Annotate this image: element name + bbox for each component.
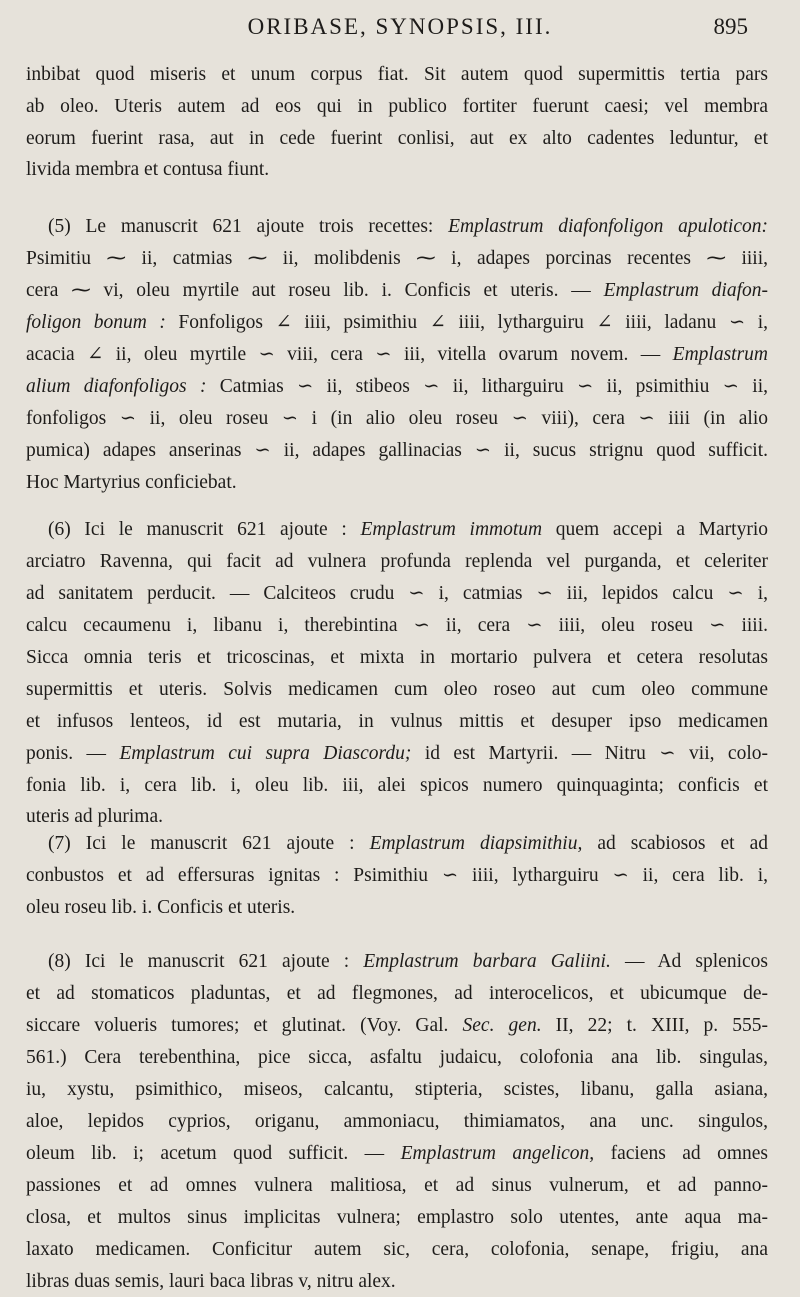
- text-line: [26, 155, 768, 185]
- text-segment: oleu roseu lib. i. Conficis et uteris.: [26, 897, 296, 918]
- italic-segment: Emplastrum angelicon,: [400, 1143, 595, 1164]
- italic-segment: Emplastrum barbara Galiini.: [363, 951, 611, 972]
- text-segment: ad sanitatem perducit. — Calciteos crudu ∽ i, catmias ∽ iii, lepidos calcu ∽ i,: [26, 583, 768, 604]
- text-segment: conbustos et ad effersuras ignitas : Psimithiu ∽ iiii, lytharguiru ∽ ii, cera lib. i,: [26, 865, 768, 886]
- text-segment: fonia lib. i, cera lib. i, oleu lib. iii, alei spicos numero quinquaginta; conficis et: [26, 775, 768, 796]
- page-header: [0, 14, 800, 48]
- text-line: [26, 1011, 768, 1041]
- text-segment: faciens ad omnes: [594, 1143, 768, 1164]
- text-line: [26, 340, 768, 370]
- text-segment: uteris ad plurima.: [26, 806, 164, 827]
- text-segment: ab oleo. Uteris autem ad eos qui in publico fortiter fuerunt caesi; vel membra: [26, 96, 768, 117]
- text-segment: et ad stomaticos pladuntas, et ad flegmones, ad interocelicos, et ubicumque de-: [26, 983, 768, 1004]
- text-line: [26, 1139, 768, 1169]
- text-line: [26, 404, 768, 434]
- text-segment: libras duas semis, lauri baca libras v, nitru alex.: [26, 1271, 396, 1292]
- text-segment: siccare volueris tumores; et glutinat. (Voy. Gal.: [26, 1015, 463, 1036]
- text-segment: laxato medicamen. Conficitur autem sic, cera, colofonia, senape, frigiu, ana: [26, 1239, 768, 1260]
- text-line: [26, 1043, 768, 1073]
- running-title: ORIBASE, SYNOPSIS, III.: [247, 14, 553, 39]
- italic-segment: foligon bonum :: [26, 312, 166, 333]
- text-line: [26, 675, 768, 705]
- text-segment: pumica) adapes anserinas ∽ ii, adapes gallinacias ∽ ii, sucus strignu quod sufficit.: [26, 440, 768, 461]
- text-line: [26, 124, 768, 154]
- text-segment: Sicca omnia teris et tricoscinas, et mixta in mortario pulvera et cetera resolutas: [26, 647, 768, 668]
- text-line: [26, 308, 768, 338]
- text-line: [26, 739, 768, 769]
- text-line: [26, 372, 768, 402]
- text-line: [26, 802, 768, 832]
- italic-segment: Emplastrum diafonfoligon apuloticon:: [448, 216, 768, 237]
- text-segment: closa, et multos sinus implicitas vulnera; emplastro solo utentes, ante aqua ma-: [26, 1207, 768, 1228]
- text-segment: livida membra et contusa fiunt.: [26, 159, 270, 180]
- text-segment: eorum fuerint rasa, aut in cede fuerint conlisi, aut ex alto cadentes leduntur, et: [26, 128, 768, 149]
- text-segment: calcu cecaumenu i, libanu i, therebintina ∽ ii, cera ∽ iiii, oleu roseu ∽ iiii.: [26, 615, 768, 636]
- text-segment: id est Martyrii. — Nitru ∽ vii, colo-: [411, 743, 768, 764]
- text-segment: II, 22; t. XIII, p. 555-: [541, 1015, 768, 1036]
- text-line: [26, 468, 768, 498]
- italic-segment: Emplastrum diafon-: [603, 280, 768, 301]
- text-segment: cera ⁓ vi, oleu myrtile aut roseu lib. i. Conficis et uteris. —: [26, 280, 604, 301]
- italic-segment: Emplastrum immotum: [360, 519, 543, 540]
- text-segment: et infusos lenteos, id est mutaria, in vulnus mittis et desuper ipso medicamen: [26, 711, 768, 732]
- text-segment: ad scabiosos et ad: [582, 833, 768, 854]
- text-segment: inbibat quod miseris et unum corpus fiat. Sit autem quod supermittis tertia pars: [26, 64, 768, 85]
- text-segment: iu, xystu, psimithico, miseos, calcantu, stipteria, scistes, libanu, galla asiana,: [26, 1079, 768, 1100]
- italic-segment: Emplastrum cui supra Diascordu;: [119, 743, 412, 764]
- text-line: [26, 276, 768, 306]
- text-segment: supermittis et uteris. Solvis medicamen cum oleo roseo aut cum oleo commune: [26, 679, 768, 700]
- text-line: [26, 707, 768, 737]
- text-segment: quem accepi a Martyrio: [542, 519, 768, 540]
- page-number: 895: [713, 14, 748, 39]
- text-line: [26, 979, 768, 1009]
- text-line: [26, 1267, 768, 1297]
- text-line: [26, 92, 768, 122]
- text-line: [26, 60, 768, 90]
- text-line: [26, 579, 768, 609]
- text-segment: Catmias ∽ ii, stibeos ∽ ii, litharguiru ∽ ii, psimithiu ∽ ii,: [206, 376, 768, 397]
- italic-segment: Emplastrum diapsimithiu,: [369, 833, 583, 854]
- italic-segment: alium diafonfoligos :: [26, 376, 207, 397]
- text-segment: Hoc Martyrius conficiebat.: [26, 472, 237, 493]
- text-segment: ponis. —: [26, 743, 120, 764]
- text-segment: acacia ∠ ii, oleu myrtile ∽ viii, cera ∽ iii, vitella ovarum novem. —: [26, 344, 673, 365]
- text-line: [26, 771, 768, 801]
- text-line: [26, 1075, 768, 1105]
- text-line: [26, 436, 768, 466]
- text-segment: aloe, lepidos cyprios, origanu, ammoniacu, thimiamatos, ana unc. singulos,: [26, 1111, 768, 1132]
- text-line: [26, 861, 768, 891]
- text-line: [26, 829, 768, 859]
- text-line: [26, 611, 768, 641]
- text-line: [26, 1171, 768, 1201]
- text-segment: Fonfoligos ∠ iiii, psimithiu ∠ iiii, lytharguiru ∠ iiii, ladanu ∽ i,: [165, 312, 768, 333]
- text-segment: arciatro Ravenna, qui facit ad vulnera profunda replenda vel purganda, et celeriter: [26, 551, 768, 572]
- text-segment: oleum lib. i; acetum quod sufficit. —: [26, 1143, 401, 1164]
- text-line: [26, 244, 768, 274]
- text-line: [26, 643, 768, 673]
- text-line: [26, 515, 768, 545]
- italic-segment: Sec. gen.: [462, 1015, 542, 1036]
- text-line: [26, 947, 768, 977]
- text-segment: 561.) Cera terebenthina, pice sicca, asfaltu judaicu, colofonia ana lib. singulas,: [26, 1047, 768, 1068]
- text-segment: (7) Ici le manuscrit 621 ajoute :: [48, 833, 370, 854]
- text-line: [26, 1203, 768, 1233]
- text-segment: fonfoligos ∽ ii, oleu roseu ∽ i (in alio oleu roseu ∽ viii), cera ∽ iiii (in alio: [26, 408, 768, 429]
- text-line: [26, 212, 768, 242]
- text-line: [26, 1235, 768, 1265]
- text-segment: (6) Ici le manuscrit 621 ajoute :: [48, 519, 361, 540]
- text-line: [26, 547, 768, 577]
- text-line: [26, 1107, 768, 1137]
- text-line: [26, 893, 768, 923]
- text-segment: passiones et ad omnes vulnera malitiosa, et ad sinus vulnerum, et ad panno-: [26, 1175, 768, 1196]
- italic-segment: Emplastrum: [672, 344, 768, 365]
- text-segment: (5) Le manuscrit 621 ajoute trois recettes:: [48, 216, 449, 237]
- text-segment: Psimitiu ⁓ ii, catmias ⁓ ii, molibdenis ⁓ i, adapes porcinas recentes ⁓ iiii,: [26, 248, 768, 269]
- text-segment: (8) Ici le manuscrit 621 ajoute :: [48, 951, 364, 972]
- text-segment: — Ad splenicos: [610, 951, 768, 972]
